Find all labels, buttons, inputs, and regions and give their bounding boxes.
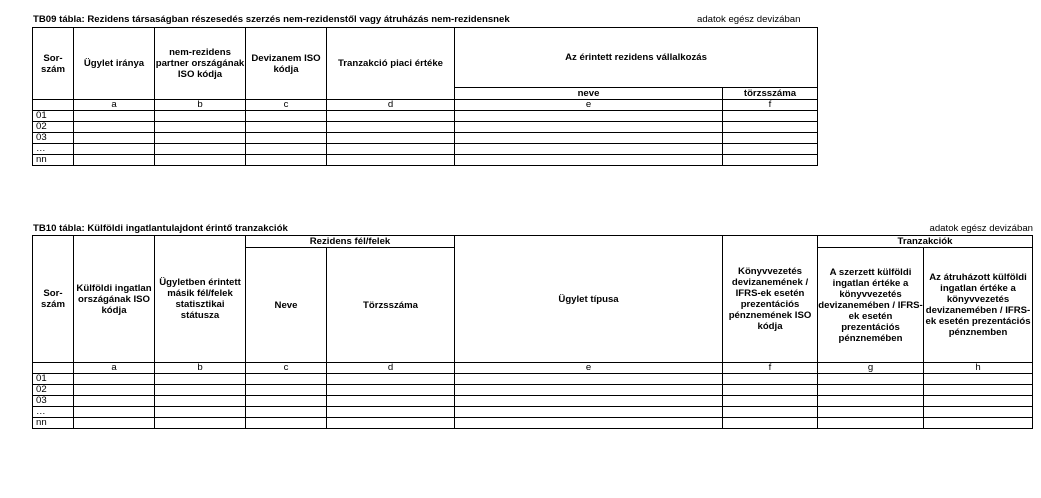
input-cell[interactable] (924, 418, 1033, 429)
input-cell[interactable] (327, 418, 455, 429)
input-cell[interactable] (455, 133, 723, 144)
row-number: 02 (33, 385, 74, 396)
input-cell[interactable] (246, 374, 327, 385)
tb09-header-sorszam: Sor-szám (33, 28, 74, 100)
input-cell[interactable] (74, 407, 155, 418)
table-row (33, 111, 818, 122)
input-cell[interactable] (74, 133, 155, 144)
input-cell[interactable] (74, 418, 155, 429)
tb10-letter-h: h (924, 363, 1033, 374)
input-cell[interactable] (818, 407, 924, 418)
input-cell[interactable] (74, 111, 155, 122)
table-row (33, 374, 1033, 385)
input-cell[interactable] (246, 111, 327, 122)
input-cell[interactable] (327, 122, 455, 133)
tb10-header-szerzett: A szerzett külföldi ingatlan értéke a könyvvezetés devizanemében / IFRS-ek esetén prezentációs pénznemében (818, 248, 924, 363)
input-cell[interactable] (723, 155, 818, 166)
input-cell[interactable] (246, 144, 327, 155)
input-cell[interactable] (455, 396, 723, 407)
input-cell[interactable] (246, 385, 327, 396)
input-cell[interactable] (723, 374, 818, 385)
tb09-header-devizanem: Devizanem ISO kódja (246, 28, 327, 100)
tb10-header-masik-fel: Ügyletben érintett másik fél/felek statisztikai státusza (155, 236, 246, 363)
tb09-letter-e: e (455, 100, 723, 111)
tb10-header-konyvvezetes: Könyvvezetés devizanemének / IFRS-ek esetén prezentációs pénznemének ISO kódja (723, 236, 818, 363)
tb10-header-neve: Neve (246, 248, 327, 363)
row-number: 03 (33, 396, 74, 407)
row-number: … (33, 144, 74, 155)
tb10-letter-d: d (327, 363, 455, 374)
input-cell[interactable] (327, 407, 455, 418)
input-cell[interactable] (155, 122, 246, 133)
tb09-table (32, 27, 818, 166)
input-cell[interactable] (74, 385, 155, 396)
tb10-header-atruhazott: Az átruházott külföldi ingatlan értéke a könyvvezetés devizanemében / IFRS-ek esetén prezentációs pénznemben (924, 248, 1033, 363)
input-cell[interactable] (74, 374, 155, 385)
tb09-unit-note: adatok egész devizában (697, 14, 801, 25)
input-cell[interactable] (327, 111, 455, 122)
input-cell[interactable] (924, 407, 1033, 418)
input-cell[interactable] (246, 396, 327, 407)
tb10-header-sorszam: Sor-szám (33, 236, 74, 363)
input-cell[interactable] (455, 144, 723, 155)
input-cell[interactable] (723, 122, 818, 133)
input-cell[interactable] (818, 418, 924, 429)
tb09-title: TB09 tábla: Rezidens társaságban részesedés szerzés nem-rezidenstől vagy átruházás nem-rezidensnek (33, 14, 510, 25)
tb10-table (32, 235, 1033, 429)
tb10-letter-row (33, 363, 1033, 374)
table-row (33, 407, 1033, 418)
input-cell[interactable] (74, 155, 155, 166)
tb09-header-partner-iso: nem-rezidens partner országának ISO kódja (155, 28, 246, 100)
input-cell[interactable] (155, 155, 246, 166)
tb09-header-ugylet-iranya: Ügylet iránya (74, 28, 155, 100)
table-row (33, 133, 818, 144)
tb09-header-torzsszama: törzsszáma (723, 88, 818, 100)
table-row (33, 155, 818, 166)
tb09-letter-a: a (74, 100, 155, 111)
input-cell[interactable] (818, 396, 924, 407)
row-number: 01 (33, 111, 74, 122)
tb10-letter-f: f (723, 363, 818, 374)
tb10-letter-c: c (246, 363, 327, 374)
input-cell[interactable] (155, 407, 246, 418)
input-cell[interactable] (723, 407, 818, 418)
input-cell[interactable] (327, 144, 455, 155)
input-cell[interactable] (455, 155, 723, 166)
tb09-letter-row (33, 100, 818, 111)
input-cell[interactable] (455, 385, 723, 396)
row-number: 01 (33, 374, 74, 385)
input-cell[interactable] (723, 144, 818, 155)
tb10-header-rezidens-fel: Rezidens fél/felek (246, 236, 455, 248)
input-cell[interactable] (246, 155, 327, 166)
input-cell[interactable] (723, 133, 818, 144)
input-cell[interactable] (74, 396, 155, 407)
tb10-header-kulfoldi-ingatlan: Külföldi ingatlan országának ISO kódja (74, 236, 155, 363)
input-cell[interactable] (327, 385, 455, 396)
table-row (33, 396, 1033, 407)
input-cell[interactable] (327, 374, 455, 385)
tb10-title: TB10 tábla: Külföldi ingatlantulajdont érintő tranzakciók (33, 223, 288, 234)
input-cell[interactable] (155, 385, 246, 396)
input-cell[interactable] (74, 144, 155, 155)
input-cell[interactable] (723, 396, 818, 407)
table-row (33, 144, 818, 155)
tb09-letter-f: f (723, 100, 818, 111)
tb10-header-ugylet-tipusa: Ügylet típusa (455, 236, 723, 363)
input-cell[interactable] (155, 396, 246, 407)
input-cell[interactable] (924, 374, 1033, 385)
tb09-letter-c: c (246, 100, 327, 111)
input-cell[interactable] (155, 418, 246, 429)
input-cell[interactable] (455, 418, 723, 429)
input-cell[interactable] (818, 385, 924, 396)
tb10-letter-b: b (155, 363, 246, 374)
tb10-unit-note: adatok egész devizában (929, 223, 1033, 234)
table-row (33, 122, 818, 133)
table-row (33, 418, 1033, 429)
input-cell[interactable] (723, 385, 818, 396)
input-cell[interactable] (246, 407, 327, 418)
row-number: 03 (33, 133, 74, 144)
input-cell[interactable] (155, 111, 246, 122)
input-cell[interactable] (455, 122, 723, 133)
tb09-letter-blank (33, 100, 74, 111)
tb10-header-tranzakciok: Tranzakciók (818, 236, 1033, 248)
tb09-header-neve: neve (455, 88, 723, 100)
input-cell[interactable] (327, 155, 455, 166)
input-cell[interactable] (924, 385, 1033, 396)
tb10-letter-a: a (74, 363, 155, 374)
tb09-header-erintett: Az érintett rezidens vállalkozás (455, 28, 818, 88)
input-cell[interactable] (455, 374, 723, 385)
input-cell[interactable] (924, 396, 1033, 407)
input-cell[interactable] (246, 133, 327, 144)
row-number: nn (33, 155, 74, 166)
input-cell[interactable] (246, 418, 327, 429)
input-cell[interactable] (818, 374, 924, 385)
input-cell[interactable] (155, 144, 246, 155)
row-number: 02 (33, 122, 74, 133)
tb09-header-piaci-ertek: Tranzakció piaci értéke (327, 28, 455, 100)
table-row (33, 385, 1033, 396)
input-cell[interactable] (455, 111, 723, 122)
input-cell[interactable] (155, 133, 246, 144)
tb10-letter-g: g (818, 363, 924, 374)
tb10-letter-blank (33, 363, 74, 374)
input-cell[interactable] (723, 111, 818, 122)
input-cell[interactable] (455, 407, 723, 418)
row-number: nn (33, 418, 74, 429)
tb10-letter-e: e (455, 363, 723, 374)
row-number: … (33, 407, 74, 418)
input-cell[interactable] (327, 133, 455, 144)
tb09-letter-d: d (327, 100, 455, 111)
tb10-header-torzsszama: Törzsszáma (327, 248, 455, 363)
input-cell[interactable] (155, 374, 246, 385)
input-cell[interactable] (327, 396, 455, 407)
input-cell[interactable] (246, 122, 327, 133)
tb09-letter-b: b (155, 100, 246, 111)
input-cell[interactable] (74, 122, 155, 133)
input-cell[interactable] (723, 418, 818, 429)
